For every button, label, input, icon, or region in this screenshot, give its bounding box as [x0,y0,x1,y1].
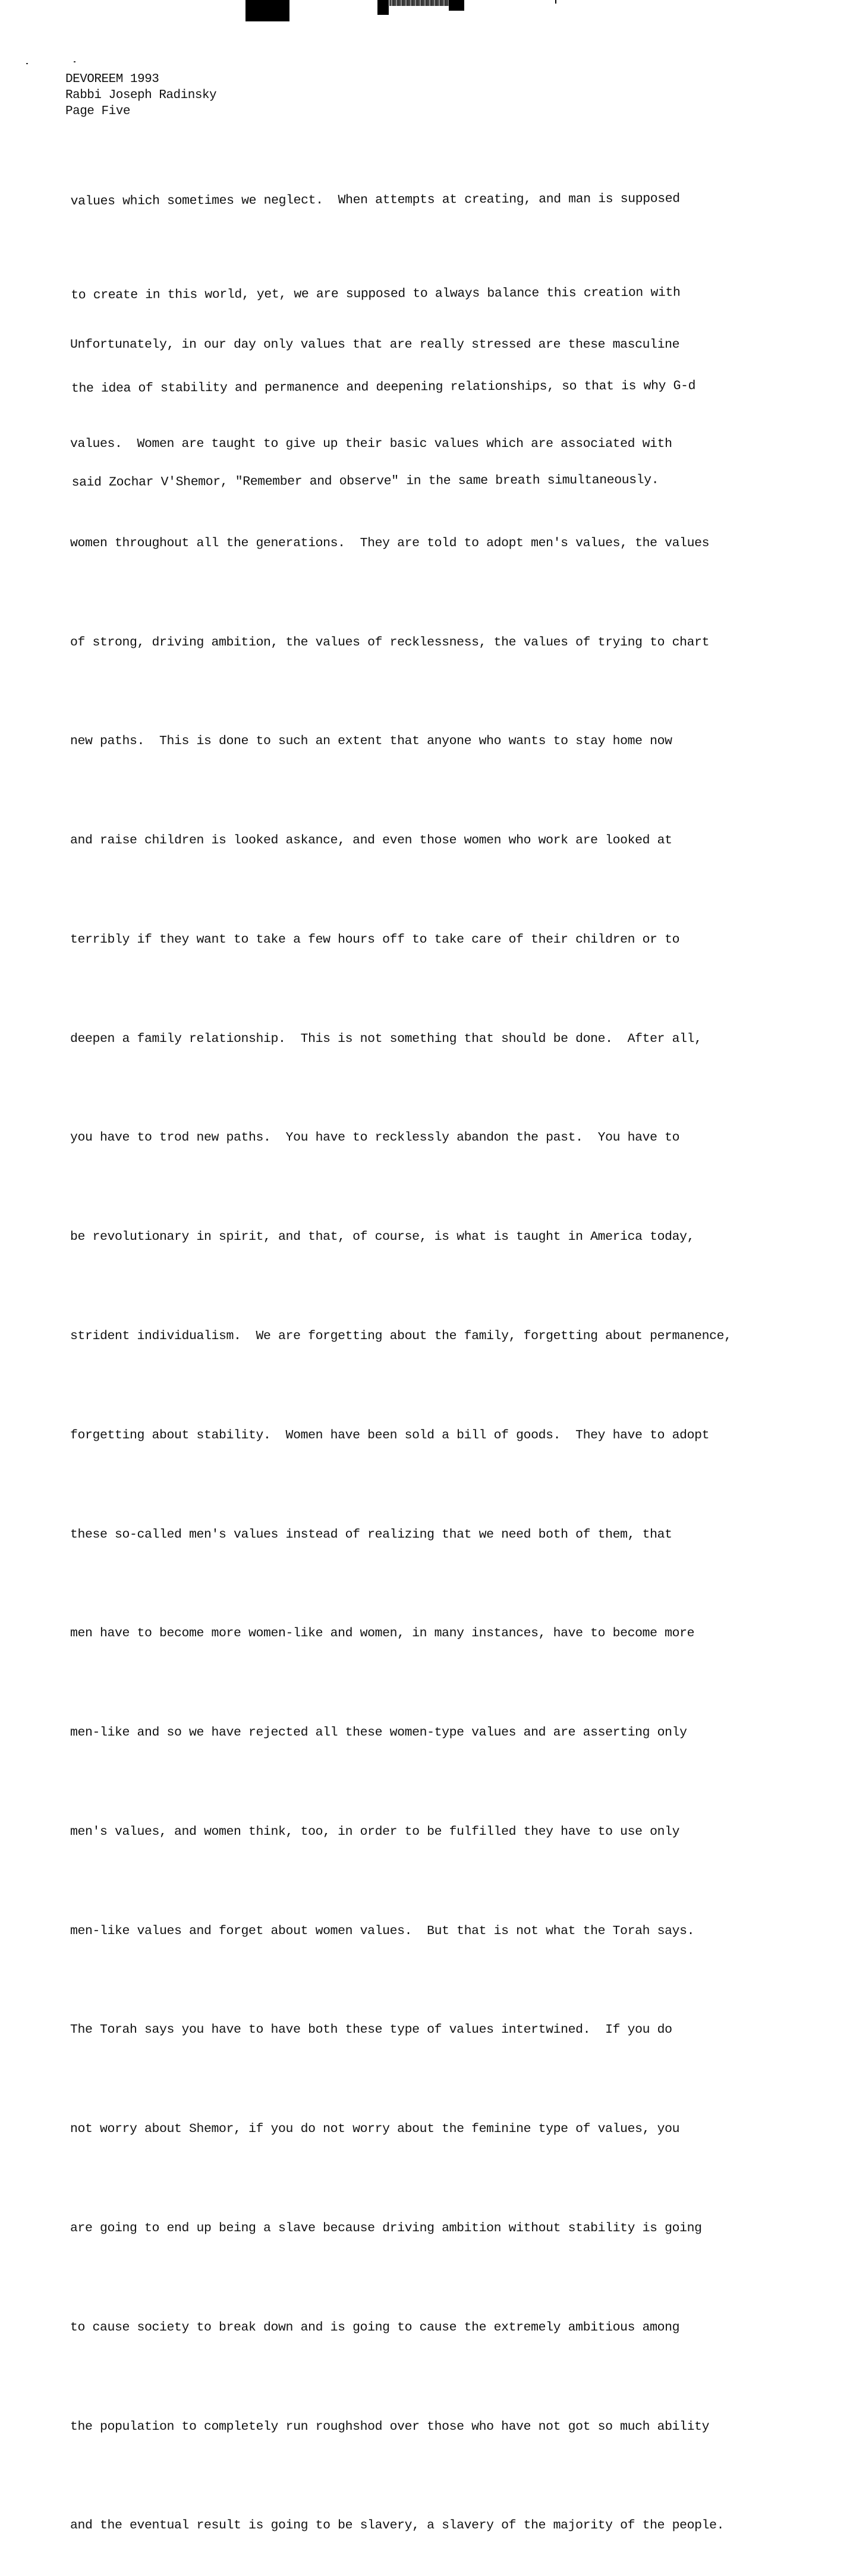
text-line: terribly if they want to take a few hours off to take care of their children or to [70,932,680,947]
text-line: forgetting about stability. Women have been sold a bill of goods. They have to adopt [70,1428,710,1443]
scan-artifact-tick [555,0,556,4]
text-line: to cause society to break down and is going to cause the extremely ambitious among [70,2320,680,2335]
text-line: be revolutionary in spirit, and that, of course, is what is taught in America today, [70,1230,695,1245]
text-line: are going to end up being a slave because driving ambition without stability is going [70,2221,702,2236]
text-line: new paths. This is done to such an extent that anyone who wants to stay home now [70,734,672,749]
text-line: to create in this world, yet, we are supposed to always balance this creation with [71,285,681,303]
paragraph-2 [70,263,732,2576]
scan-artifact-speck [74,61,75,62]
text-line: values. Women are taught to give up their basic values which are associated with [70,436,672,451]
text-line: and raise children is looked askance, and even those women who work are looked at [70,833,672,848]
text-line: men's values, and women think, too, in order to be fulfilled they have to use only [70,1824,680,1839]
scan-artifact-smudge [389,0,449,6]
scan-artifact-speck [26,63,28,64]
header-page-number: Page Five [65,105,130,118]
text-line: you have to trod new paths. You have to recklessly abandon the past. You have to [70,1130,680,1145]
text-line: not worry about Shemor, if you do not worry about the feminine type of values, you [70,2122,680,2137]
scan-artifact-block [449,0,464,11]
text-line: deepen a family relationship. This is not something that should be done. After all, [70,1031,702,1046]
text-line: values which sometimes we neglect. When attempts at creating, and man is supposed [70,191,680,209]
text-line: these so-called men's values instead of realizing that we need both of them, that [70,1527,672,1542]
text-line: Unfortunately, in our day only values that are really stressed are these masculine [70,338,680,352]
text-line: women throughout all the generations. They are told to adopt men's values, the values [70,536,710,550]
scan-artifact-block [377,0,389,15]
text-line: the population to completely run roughshod over those who have not got so much ability [70,2419,710,2434]
header-event-title: DEVOREEM 1993 [65,73,159,86]
text-line: of strong, driving ambition, the values of recklessness, the values of trying to chart [70,635,710,650]
text-line: the idea of stability and permanence and deepening relationships, so that is why G-d [71,379,696,396]
document-header [65,71,216,119]
header-author: Rabbi Joseph Radinsky [65,89,217,102]
text-line: men-like and so we have rejected all these women-type values and are asserting only [70,1725,687,1740]
text-line: and the eventual result is going to be slavery, a slavery of the majority of the people. [70,2518,725,2533]
scan-artifact-block [245,0,289,21]
text-line: said Zochar V'Shemor, "Remember and observe" in the same breath simultaneously. [71,473,659,490]
text-line: strident individualism. We are forgetting about the family, forgetting about permanence, [70,1329,732,1343]
text-line: men have to become more women-like and women, in many instances, have to become more [70,1626,695,1641]
text-line: The Torah says you have to have both these type of values intertwined. If you do [70,2023,672,2038]
text-line: men-like values and forget about women values. But that is not what the Torah says. [70,1923,695,1938]
